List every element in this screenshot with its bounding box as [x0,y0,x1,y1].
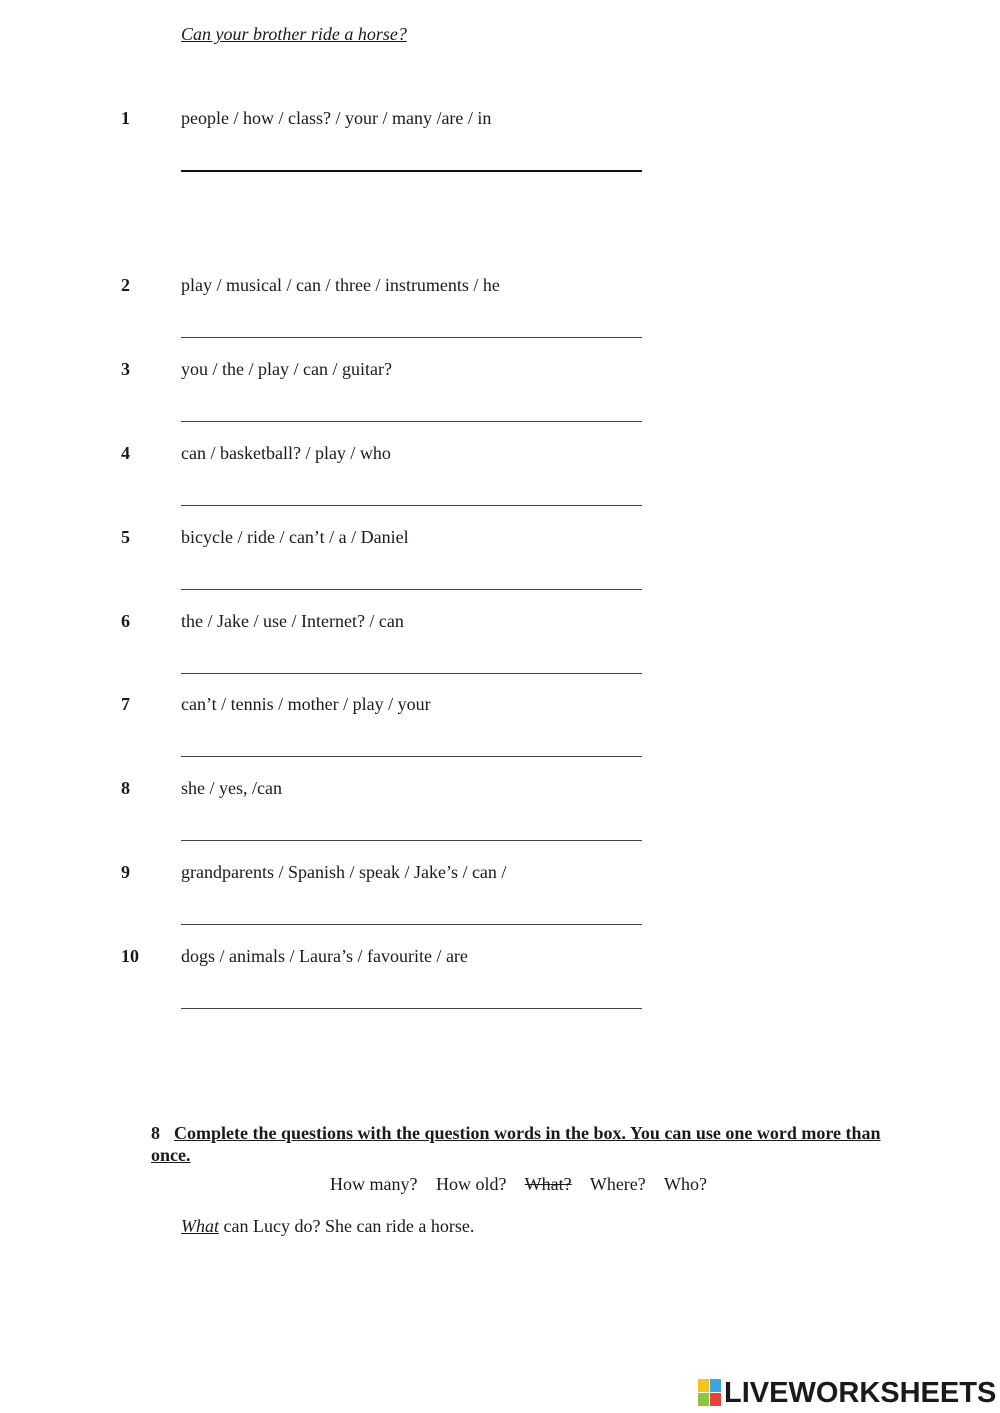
answer-input[interactable] [181,399,642,422]
answer-input[interactable] [181,734,642,757]
example-question-text: can Lucy do? She can ride a horse. [219,1216,475,1236]
answer-input[interactable] [181,315,642,338]
section-number: 8 [151,1123,160,1143]
liveworksheets-logo [698,1378,996,1408]
word-what: What? [524,1174,572,1194]
exercise-item [0,694,1000,754]
exercise-item [0,108,1000,168]
item-prompt: play / musical / can / three / instruments / he [181,275,500,295]
item-number: 9 [121,862,130,882]
item-number: 6 [121,611,130,631]
item-prompt: you / the / play / can / guitar? [181,359,392,379]
logo-text: LIVEWORKSHEETS [724,1376,997,1409]
exercise-item [0,778,1000,838]
example-question [181,1216,474,1237]
exercise-item [0,527,1000,587]
answer-input[interactable] [181,567,642,590]
item-prompt: can’t / tennis / mother / play / your [181,694,431,714]
item-number: 7 [121,694,130,714]
exercise-item [0,862,1000,922]
exercise-item [0,611,1000,671]
exercise-item [0,275,1000,335]
answer-input[interactable] [181,902,642,925]
item-prompt: bicycle / ride / can’t / a / Daniel [181,527,409,547]
item-prompt: the / Jake / use / Internet? / can [181,611,404,631]
word-how-old: How old? [435,1174,507,1194]
item-prompt: dogs / animals / Laura’s / favourite / are [181,946,468,966]
word-how-many: How many? [330,1174,418,1194]
example-question-word: What [181,1216,219,1236]
answer-input[interactable] [181,651,642,674]
exercise-item [0,359,1000,419]
section-heading [151,1122,881,1166]
item-number: 3 [121,359,130,379]
exercise-item [0,946,1000,1006]
liveworksheets-logo-icon [698,1379,722,1407]
word-who: Who? [663,1174,707,1194]
item-prompt: can / basketball? / play / who [181,443,391,463]
answer-input[interactable] [181,148,642,172]
item-number: 5 [121,527,130,547]
word-where: Where? [589,1174,646,1194]
exercise-item [0,443,1000,503]
word-box [330,1174,721,1195]
answer-input[interactable] [181,818,642,841]
item-prompt: people / how / class? / your / many /are / in [181,108,492,128]
example-answer: Can your brother ride a horse? [181,24,407,44]
item-prompt: grandparents / Spanish / speak / Jake’s / can / [181,862,507,882]
item-number: 8 [121,778,130,798]
item-number: 2 [121,275,130,295]
item-prompt: she / yes, /can [181,778,282,798]
answer-input[interactable] [181,986,642,1009]
item-number: 10 [121,946,139,966]
item-number: 4 [121,443,130,463]
section-instruction: Complete the questions with the question words in the box. You can use one word more than once. [151,1123,881,1165]
item-number: 1 [121,108,130,128]
answer-input[interactable] [181,483,642,506]
